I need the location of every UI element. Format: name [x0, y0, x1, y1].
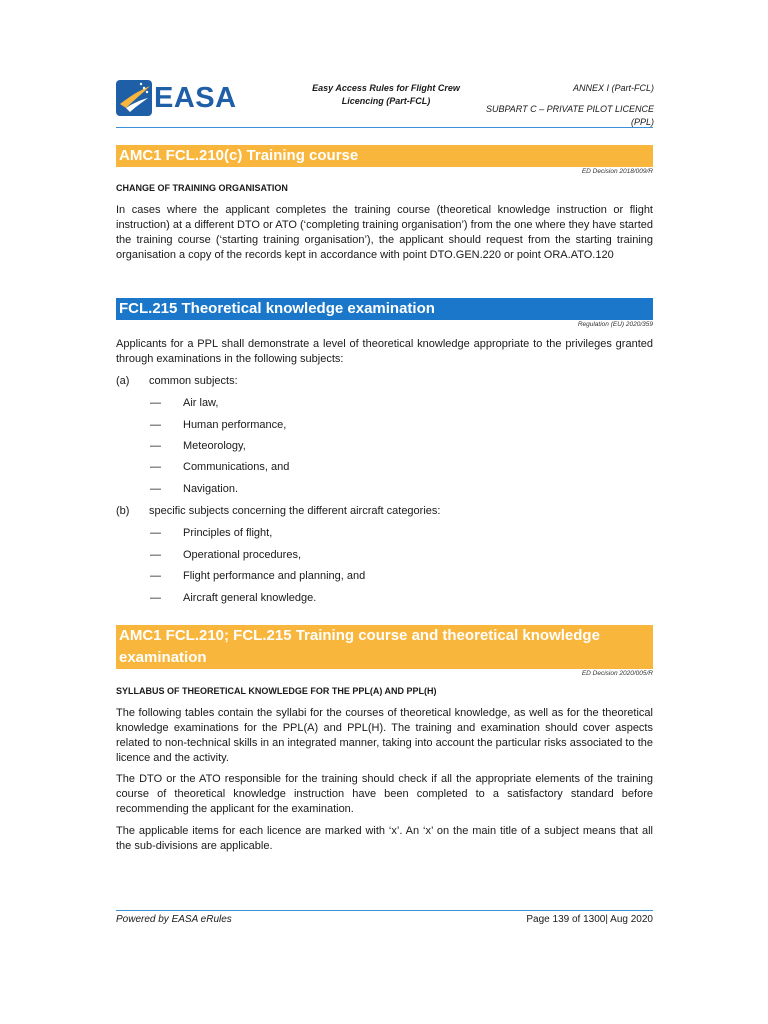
document-title: [296, 82, 476, 108]
list-item: Aircraft general knowledge.: [183, 592, 317, 604]
list-item: Human performance,: [183, 419, 287, 431]
dash-bullet: —: [150, 483, 161, 495]
list-label-b: (b): [116, 505, 130, 517]
section-reference: ED Decision 2020/005/R: [581, 670, 653, 677]
paragraph: The DTO or the ATO responsible for the training should check if all the appropriate elements of the training course of theoretical knowledge instruction have been completed to a satisfactory standard before recommending the applicant for the examination.: [116, 773, 653, 815]
dash-bullet: —: [150, 570, 161, 582]
page-number: Page 139 of 1300| Aug 2020: [526, 914, 653, 925]
chapter-reference: [470, 82, 654, 129]
logo-text: EASA: [154, 82, 237, 114]
dash-bullet: —: [150, 461, 161, 473]
section-heading-amc1-fcl210c: AMC1 FCL.210(c) Training course: [116, 145, 653, 167]
easa-logo: [116, 78, 238, 118]
list-item: Operational procedures,: [183, 549, 302, 561]
list-item: Communications, and: [183, 461, 290, 473]
list-item: Meteorology,: [183, 440, 246, 452]
list-item: Flight performance and planning, and: [183, 570, 366, 582]
dash-bullet: —: [150, 440, 161, 452]
paragraph: The following tables contain the syllabi for the courses of theoretical knowledge, as well as for the theoretical knowledge examinations for the PPL(A) and PPL(H). The training and examination should cover aspects related to non-technical skills in an integrated manner, taking into account the particular risks associated to the licence and the activity.: [116, 707, 653, 764]
footer-divider: [116, 910, 653, 911]
section-heading-amc1-fcl210-fcl215: [116, 625, 653, 669]
document-title-line2: Licencing (Part-FCL): [341, 96, 431, 106]
section-reference: ED Decision 2018/009/R: [581, 168, 653, 175]
subheading: CHANGE OF TRAINING ORGANISATION: [116, 183, 288, 193]
list-item: Principles of flight,: [183, 527, 273, 539]
dash-bullet: —: [150, 527, 161, 539]
paragraph: In cases where the applicant completes the training course (theoretical knowledge instruction or flight instruction) at a different DTO or ATO (‘completing training organisation’) from the one where they have started the training course (‘starting training organisation’), the applicant should request from the starting training organisation a copy of the records kept in accordance with point DTO.GEN.220 or point ORA.ATO.120: [116, 204, 653, 261]
footer-erules-link[interactable]: Powered by EASA eRules: [116, 914, 232, 925]
annex-label: ANNEX I (Part-FCL): [572, 83, 654, 93]
subpart-label: SUBPART C – PRIVATE PILOT LICENCE: [485, 104, 654, 114]
dash-bullet: —: [150, 419, 161, 431]
dash-bullet: —: [150, 592, 161, 604]
section-reference: Regulation (EU) 2020/359: [577, 321, 653, 328]
dash-bullet: —: [150, 397, 161, 409]
list-item: Navigation.: [183, 483, 239, 495]
section-heading-fcl215: FCL.215 Theoretical knowledge examination: [116, 298, 653, 320]
list-label-a: (a): [116, 375, 130, 387]
section-heading-line1: AMC1 FCL.210; FCL.215 Training course and theoretical knowledge: [119, 627, 600, 644]
subpart-code: (PPL): [630, 117, 654, 127]
paragraph: The applicable items for each licence are marked with ‘x’. An ‘x’ on the main title of a subject means that all the sub-divisions are applicable.: [116, 825, 653, 852]
easa-bird-icon: [116, 78, 154, 118]
header-divider: [116, 127, 653, 128]
list-text-b: specific subjects concerning the different aircraft categories:: [149, 505, 441, 517]
document-title-line1: Easy Access Rules for Flight Crew: [312, 83, 460, 93]
section-heading-line2: examination: [119, 649, 207, 666]
paragraph: Applicants for a PPL shall demonstrate a level of theoretical knowledge appropriate to the privileges granted through examinations in the following subjects:: [116, 338, 653, 365]
subheading: SYLLABUS OF THEORETICAL KNOWLEDGE FOR THE PPL(A) AND PPL(H): [116, 686, 437, 696]
list-item: Air law,: [183, 397, 219, 409]
list-text-a: common subjects:: [149, 375, 238, 387]
dash-bullet: —: [150, 549, 161, 561]
